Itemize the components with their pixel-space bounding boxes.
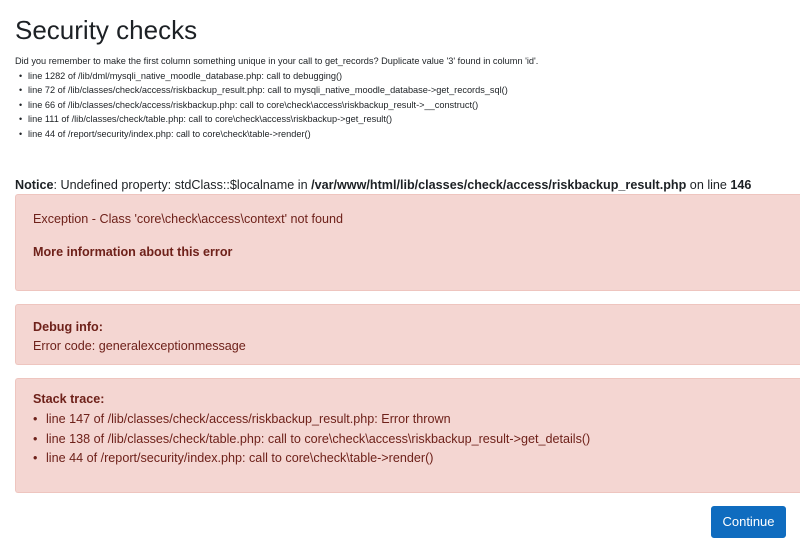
debugging-trace-item: • line 72 of /lib/classes/check/access/riskbackup_result.php: call to mysqli_native_moodle_database->get_records_sql() [28, 83, 538, 98]
stack-trace-alert [15, 378, 800, 493]
debug-info-title: Debug info: [33, 320, 103, 334]
debug-error-code: Error code: generalexceptionmessage [33, 339, 246, 353]
continue-button[interactable]: Continue [711, 506, 786, 538]
more-info-heading: More information about this error [33, 245, 233, 259]
debugging-trace-list [15, 69, 538, 142]
notice-file: /var/www/html/lib/classes/check/access/riskbackup_result.php [311, 178, 687, 192]
exception-message: Exception - Class 'core\check\access\context' not found [33, 212, 344, 226]
stack-trace-item: • line 138 of /lib/classes/check/table.php: call to core\check\access\riskbackup_result->get_details() [46, 430, 790, 450]
debugging-trace-item: • line 66 of /lib/classes/check/access/riskbackup.php: call to core\check\access\riskbackup_result->__construct() [28, 98, 538, 113]
stack-trace-list [33, 410, 790, 469]
page-title: Security checks [15, 15, 198, 45]
stack-trace-item: • line 44 of /report/security/index.php: call to core\check\table->render() [46, 449, 790, 469]
debug-info-alert [15, 304, 800, 365]
php-notice [15, 177, 751, 193]
notice-label: Notice [15, 178, 54, 192]
debugging-trace-item: • line 1282 of /lib/dml/mysqli_native_moodle_database.php: call to debugging() [28, 69, 538, 84]
exception-alert [15, 194, 800, 291]
notice-on-line: on line [686, 178, 731, 192]
debugging-text: Did you remember to make the first column something unique in your call to get_records? Duplicate value '3' found in column 'id'. [15, 56, 539, 66]
stack-trace-title: Stack trace: [33, 392, 105, 406]
debugging-trace-item: • line 111 of /lib/classes/check/table.php: call to core\check\access\riskbackup->get_result() [28, 112, 538, 127]
notice-message: : Undefined property: stdClass::$localname in [53, 178, 312, 192]
notice-line-number: 146 [730, 178, 752, 192]
debugging-trace-item: • line 44 of /report/security/index.php: call to core\check\table->render() [28, 127, 538, 142]
debugging-message [15, 54, 538, 142]
stack-trace-item: • line 147 of /lib/classes/check/access/riskbackup_result.php: Error thrown [46, 410, 790, 430]
